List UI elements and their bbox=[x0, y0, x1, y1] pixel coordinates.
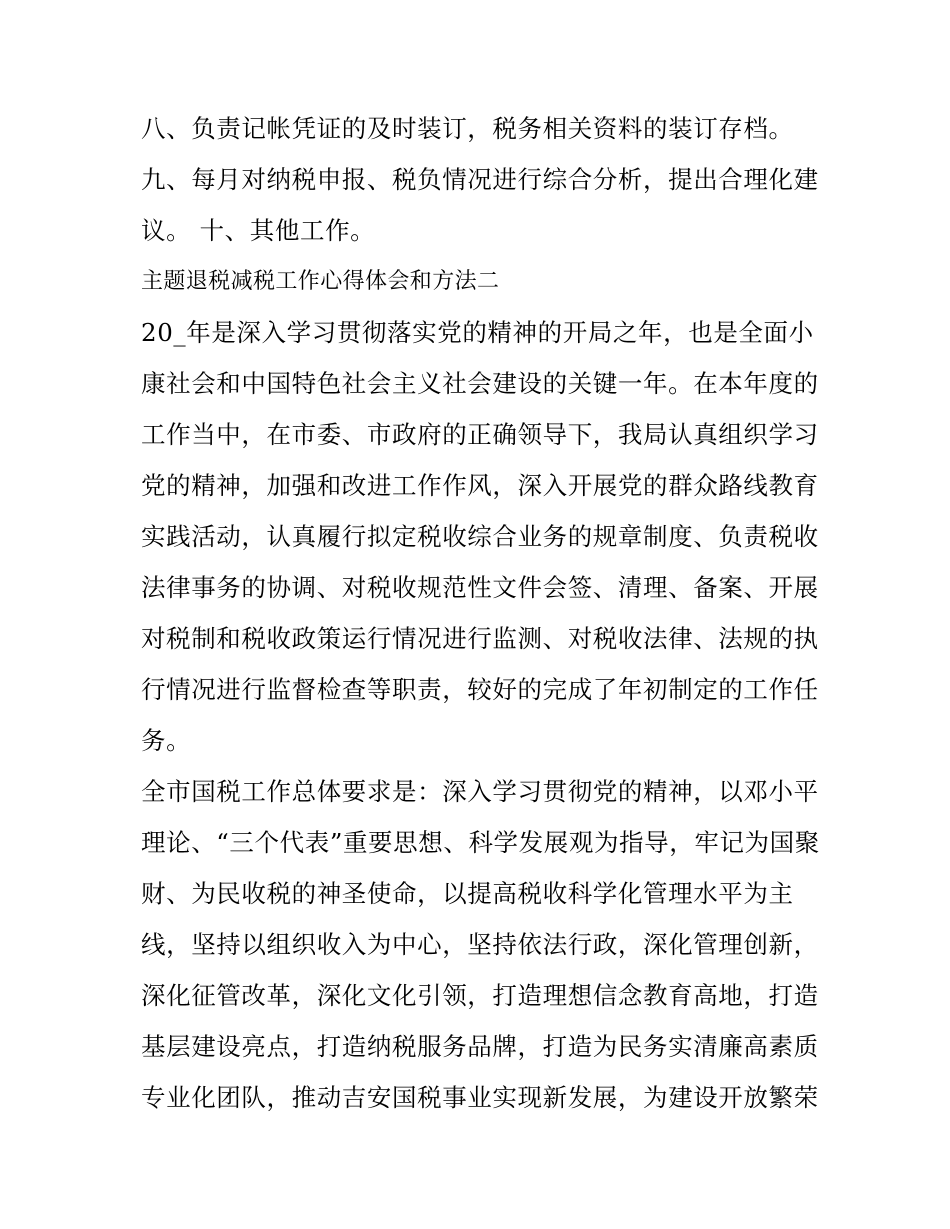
text-line: 深化征管改革，深化文化引领，打造理想信念教育高地，打造 bbox=[141, 981, 819, 1010]
text-line: 行情况进行监督检查等职责，较好的完成了年初制定的工作任 bbox=[141, 675, 819, 704]
text-line: 实践活动，认真履行拟定税收综合业务的规章制度、负责税收 bbox=[141, 522, 819, 551]
text-line: 基层建设亮点，打造纳税服务品牌，打造为民务实清廉高素质 bbox=[141, 1032, 819, 1061]
text-line: 财、为民收税的神圣使命，以提高税收科学化管理水平为主 bbox=[141, 879, 794, 908]
text-line: 理论、“三个代表”重要思想、科学发展观为指导，牢记为国聚 bbox=[141, 828, 820, 857]
text-line: 线，坚持以组织收入为中心，坚持依法行政，深化管理创新， bbox=[141, 930, 819, 959]
text-line: 对税制和税收政策运行情况进行监测、对税收法律、法规的执 bbox=[141, 624, 819, 653]
text-line: 专业化团队，推动吉安国税事业实现新发展，为建设开放繁荣 bbox=[141, 1083, 819, 1112]
text-line: 党的精神，加强和改进工作作风，深入开展党的群众路线教育 bbox=[141, 471, 819, 500]
text-line: 八、负责记帐凭证的及时装订，税务相关资料的装订存档。 bbox=[141, 114, 794, 143]
section-heading: 主题退税减税工作心得体会和方法二 bbox=[141, 269, 500, 294]
text-line: 法律事务的协调、对税收规范性文件会签、清理、备案、开展 bbox=[141, 573, 819, 602]
text-line: 康社会和中国特色社会主义社会建设的关键一年。在本年度的 bbox=[141, 369, 819, 398]
text-line: 全市国税工作总体要求是：深入学习贯彻党的精神，以邓小平 bbox=[141, 777, 819, 806]
text-line: 工作当中，在市委、市政府的正确领导下，我局认真组织学习 bbox=[141, 420, 819, 449]
text-line: 务。 bbox=[141, 726, 192, 755]
text-line: 20_年是深入学习贯彻落实党的精神的开局之年，也是全面小 bbox=[141, 318, 814, 347]
text-line: 议。 十、其他工作。 bbox=[141, 216, 376, 245]
text-line: 九、每月对纳税申报、税负情况进行综合分析，提出合理化建 bbox=[141, 165, 819, 194]
